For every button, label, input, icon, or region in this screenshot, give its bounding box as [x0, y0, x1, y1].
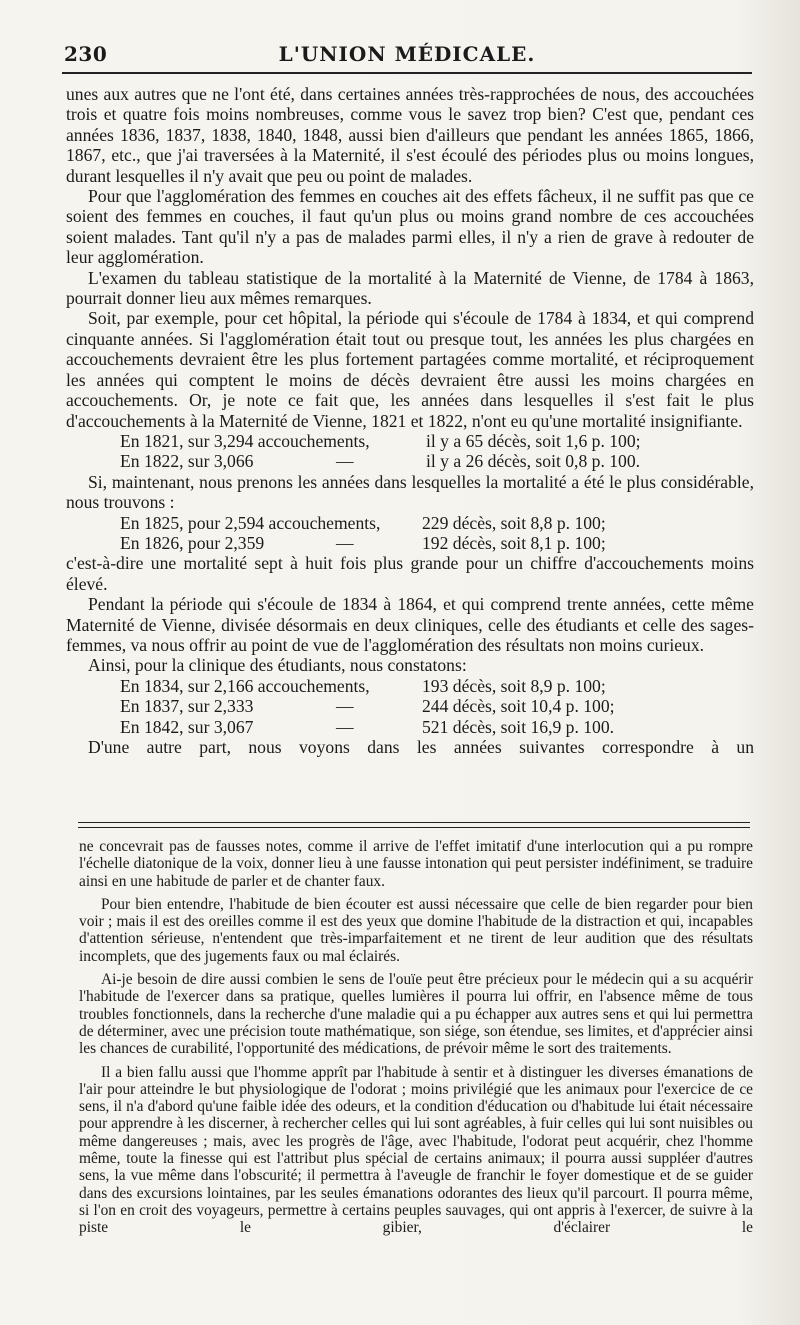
stat-value: il y a 26 décès, soit 0,8 p. 100.	[426, 451, 641, 472]
stat-label: En 1822, sur 3,066	[120, 451, 254, 472]
paragraph: Ainsi, pour la clinique des étudiants, nous constatons:	[88, 655, 467, 676]
stat-row	[66, 717, 754, 737]
paragraph: Pour que l'agglomération des femmes en couches ait des effets fâcheux, il ne suffit pas que ce soient des femmes en couches, il faut qu'un plus ou moins grand nombre de ces accouchées soient malades. Tant qu'il n'y a pas de malades parmi elles, il n'y a rien de grave à redouter de leur agglomération.	[66, 186, 754, 268]
stat-dash: —	[336, 716, 354, 737]
stat-label: En 1826, pour 2,359	[120, 532, 265, 553]
journal-title: L'UNION MÉDICALE.	[278, 42, 536, 66]
stat-value: 193 décès, soit 8,9 p. 100;	[422, 675, 606, 696]
paragraph: Si, maintenant, nous prenons les années dans lesquelles la mortalité a été le plus considérable, nous trouvons :	[66, 471, 754, 513]
paragraph: D'une autre part, nous voyons dans les années suivantes correspondre à un	[88, 736, 754, 757]
stat-row	[66, 431, 754, 451]
stat-label: En 1837, sur 2,333	[120, 696, 254, 717]
paragraph: unes aux autres que ne l'ont été, dans certaines années très-rapprochées de nous, des accouchées trois et quatre fois moins nombreuses, comme vous le savez trop bien? C'est que, pendant ces années 1836, 1837, 1838, 1840, 1848, aussi bien d'ailleurs que pendant les années 1865, 1866, 1867, etc., que j'ai traversées à la Maternité, il s'est écoulé des périodes plus ou moins longues, durant lesquelles il n'y avait que peu ou point de malades.	[66, 84, 754, 186]
running-header	[62, 38, 752, 70]
stat-row	[66, 451, 754, 471]
stat-label: En 1834, sur 2,166 accouchements,	[120, 675, 370, 696]
stat-dash: —	[336, 696, 354, 717]
header-rule	[62, 72, 752, 74]
stat-label: En 1825, pour 2,594 accouchements,	[120, 512, 381, 533]
stat-label: En 1842, sur 3,067	[120, 716, 254, 737]
paragraph: Ai-je besoin de dire aussi combien le sens de l'ouïe peut être précieux pour le médecin qui a su acquérir l'habitude de l'exercer dans sa pratique, quelles lumières il pourra lui offrir, en l'absence même de tous troubles fonctionnels, dans la recherche d'une maladie qui a pu échapper aux autres sens et qui lui permettra de déterminer, avec une précision toute mathématique, son siége, son étendue, ses limites, et d'apprécier ainsi les chances de curabilité, l'opportunité des médications, de prévoir même le sort des traitements.	[79, 971, 753, 1058]
stat-value: il y a 65 décès, soit 1,6 p. 100;	[426, 430, 641, 451]
stat-dash: —	[336, 451, 354, 472]
paragraph: c'est-à-dire une mortalité sept à huit fois plus grande pour un chiffre d'accouchements moins élevé.	[66, 553, 754, 594]
paragraph: Il a bien fallu aussi que l'homme apprît par l'habitude à sentir et à distinguer les diverses émanations de l'air pour atteindre le but physiologique de l'odorat ; moins privilégié que les animaux pour l'exercice de ce sens, il n'a d'abord qu'une faible idée des odeurs, et la condition d'éducation ou d'habitude lui était nécessaire pour apprendre à les discerner, à rechercher celles qui lui sont agréables, à fuir celles qui lui sont nuisibles ou même dangereuses ; mais, avec les progrès de l'âge, avec l'habitude, l'odorat peut acquérir, chez l'homme même, toute la finesse qui est l'attribut plus spécial de certains animaux; il pourra aussi suppléer d'autres sens, la vue même dans l'obscurité; il permettra à l'aveugle de franchir le foyer domestique et de se guider dans des excursions lointaines, par les seules émanations odorantes des lieux qu'il parcourt. Il pourra même, si l'on en croit des voyageurs, permettre à certains peuples sauvages, qui ont appris à l'exercer, de suivre à la piste le gibier, d'éclairer le	[79, 1063, 753, 1237]
page-number: 230	[64, 42, 108, 66]
stat-row	[66, 513, 754, 533]
stat-value: 192 décès, soit 8,1 p. 100;	[422, 532, 606, 553]
stat-row	[66, 676, 754, 696]
stat-row	[66, 533, 754, 553]
feuilleton-section	[79, 838, 753, 1243]
stat-value: 521 décès, soit 16,9 p. 100.	[422, 716, 615, 737]
feuilleton-rule	[78, 822, 750, 828]
stat-row	[66, 696, 754, 716]
paragraph: ne concevrait pas de fausses notes, comme il arrive de l'effet imitatif d'une interlocution qui a pu rompre l'échelle diatonique de la voix, donner lieu à une fausse intonation qui peut persister indéfiniment, se traduire ainsi en une habitude de parler et de chanter faux.	[79, 838, 753, 890]
stat-value: 229 décès, soit 8,8 p. 100;	[422, 512, 606, 533]
main-article	[66, 84, 754, 757]
stat-value: 244 décès, soit 10,4 p. 100;	[422, 696, 615, 717]
paragraph: Soit, par exemple, pour cet hôpital, la période qui s'écoule de 1784 à 1834, et qui comprend cinquante années. Si l'agglomération était tout ou presque tout, les années les plus chargées en accouchements devraient être les plus fortement partagées comme mortalité, et réciproquement les années qui comptent le moins de décès devraient être aussi les moins chargées en accouchements. Or, je note ce fait que, les années dans lesquelles il s'est fait le plus d'accouchements à la Maternité de Vienne, 1821 et 1822, n'ont eu qu'une mortalité insignifiante.	[66, 308, 754, 431]
stat-label: En 1821, sur 3,294 accouchements,	[120, 430, 370, 451]
stat-dash: —	[336, 532, 354, 553]
paragraph: Pour bien entendre, l'habitude de bien écouter est aussi nécessaire que celle de bien regarder pour bien voir ; mais il est des oreilles comme il est des yeux que domine l'habitude de la distraction et qui, incapables d'attention sérieuse, n'entendent que très-imparfaitement et ne tirent de leur audition que des résultats incomplets, que des jugements faux ou mal éclairés.	[79, 895, 753, 965]
paragraph: Pendant la période qui s'écoule de 1834 à 1864, et qui comprend trente années, cette même Maternité de Vienne, divisée désormais en deux cliniques, celle des étudiants et celle des sages-femmes, va nous offrir au point de vue de l'agglomération des résultats non moins curieux.	[66, 594, 754, 655]
paragraph: L'examen du tableau statistique de la mortalité à la Maternité de Vienne, de 1784 à 1863, pourrait donner lieu aux mêmes remarques.	[66, 267, 754, 309]
